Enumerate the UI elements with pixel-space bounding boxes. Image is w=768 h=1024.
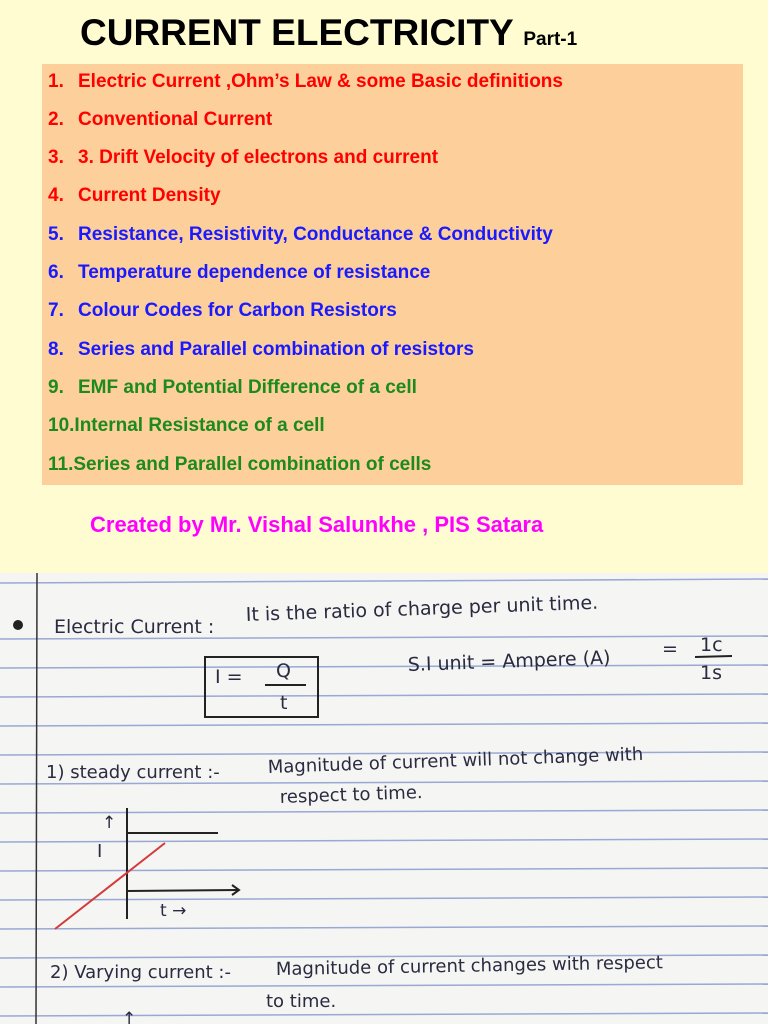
formula-lhs: I = (215, 666, 243, 688)
topic-item (48, 147, 438, 169)
topic-label: 3. Drift Velocity of electrons and current (78, 147, 439, 168)
topic-label: Current Density (78, 185, 221, 206)
topic-label: Conventional Current (78, 109, 273, 130)
varying-current-text-2: to time. (266, 991, 337, 1012)
si-unit-text: S.I unit = Ampere (A) (407, 646, 611, 676)
topic-item (48, 71, 563, 93)
topic-number: 1. (48, 71, 64, 92)
page-title (80, 12, 577, 54)
topic-number: 7. (48, 300, 64, 321)
si-fraction-bar (695, 656, 732, 657)
topic-item (48, 185, 221, 207)
varying-current-text-1: Magnitude of current changes with respect (275, 952, 664, 980)
steady-current-text-2: respect to time. (279, 782, 423, 808)
topic-item (48, 109, 272, 131)
steady-current-heading: 1) steady current :- (46, 762, 220, 783)
si-unit-denominator: 1s (700, 662, 722, 684)
topic-item (48, 454, 431, 476)
topic-number: 8. (48, 339, 64, 360)
topic-label: Series and Parallel combination of cells (73, 454, 432, 475)
topic-item (48, 339, 474, 361)
electric-current-heading: Electric Current : (54, 616, 215, 638)
graph2-y-arrow-icon: ↑ (122, 1009, 137, 1024)
topics-box (42, 64, 743, 485)
graph-y-label: I (97, 841, 103, 862)
graph-x-label: t → (160, 901, 187, 921)
bullet-icon (13, 620, 23, 630)
topic-number: 5. (48, 224, 64, 245)
author-credit: Created by Mr. Vishal Salunkhe , PIS Satara (90, 512, 544, 537)
topic-number: 9. (48, 377, 64, 398)
electric-current-definition: It is the ratio of charge per unit time. (245, 591, 599, 626)
formula-denominator: t (280, 692, 288, 714)
graph-y-arrow-icon: ↑ (102, 813, 117, 833)
topic-number: 11. (48, 454, 74, 475)
topic-number: 10. (48, 415, 75, 436)
margin-line (36, 573, 37, 1024)
formula-numerator: Q (276, 660, 291, 682)
topic-item (48, 300, 397, 322)
topic-label: Electric Current ,Ohm’s Law & some Basic definitions (78, 71, 563, 92)
topic-number: 4. (48, 185, 64, 206)
topic-item (48, 262, 430, 284)
handwritten-notes (0, 573, 768, 1024)
topic-label: Colour Codes for Carbon Resistors (78, 300, 397, 321)
topic-number: 2. (48, 109, 64, 130)
topic-label: Internal Resistance of a cell (74, 415, 325, 436)
topic-item (48, 415, 325, 437)
topic-item (48, 224, 553, 246)
topic-item (48, 377, 417, 399)
topic-number: 6. (48, 262, 64, 283)
varying-current-heading: 2) Varying current :- (50, 962, 231, 983)
si-unit-numerator: 1c (700, 634, 723, 656)
topic-label: EMF and Potential Difference of a cell (78, 377, 417, 398)
topic-label: Series and Parallel combination of resistors (78, 339, 474, 360)
si-unit-equals: = (662, 638, 678, 660)
topic-label: Resistance, Resistivity, Conductance & Conductivity (78, 224, 553, 245)
steady-current-text-1: Magnitude of current will not change with (267, 743, 644, 778)
title-part: Part-1 (523, 29, 578, 50)
topic-label: Temperature dependence of resistance (78, 262, 431, 283)
title-text: CURRENT ELECTRICITY (80, 12, 514, 53)
topic-number: 3. (48, 147, 64, 168)
